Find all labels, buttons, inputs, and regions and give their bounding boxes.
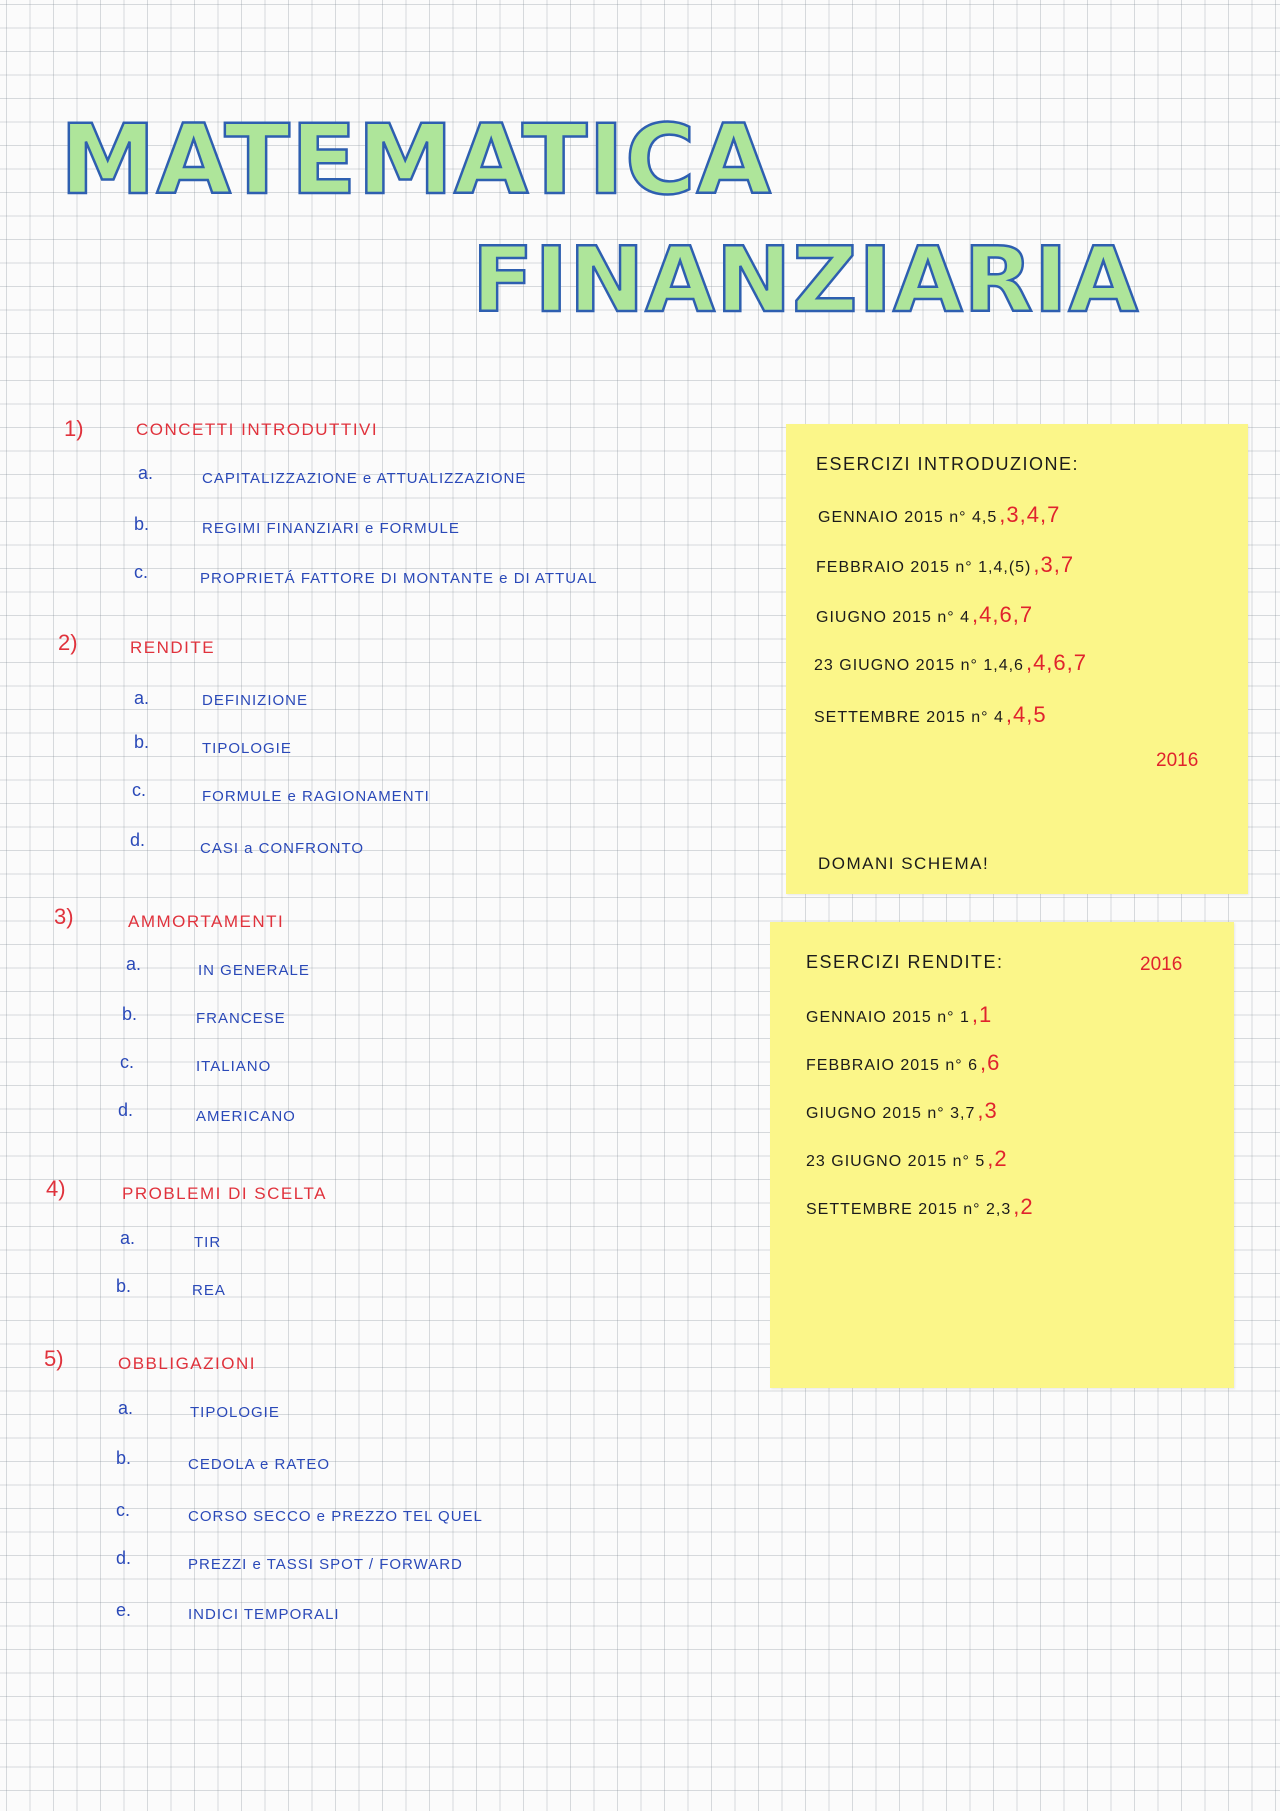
item-letter: b. (122, 1004, 138, 1024)
exercise-extra: ,4,5 (1005, 702, 1047, 727)
outline-item: FRANCESE (196, 1010, 286, 1027)
section-title: CONCETTI INTRODUTTIVI (136, 420, 379, 439)
section-title: RENDITE (130, 638, 216, 657)
item-letter: a. (126, 954, 142, 974)
note-exercise-line (814, 650, 1087, 676)
outline-item: INDICI TEMPORALI (188, 1606, 340, 1623)
exercise-base: FEBBRAIO 2015 n° 6 (806, 1057, 979, 1074)
item-letter: b. (134, 514, 150, 534)
exercise-extra: ,2 (1013, 1194, 1034, 1219)
page-title-line-1: MATEMATICA (60, 104, 772, 216)
item-letter: a. (134, 688, 150, 708)
note-exercise-line (816, 552, 1074, 578)
outline-item: CEDOLA e RATEO (188, 1456, 331, 1473)
exercise-base: GENNAIO 2015 n° 1 (806, 1009, 970, 1026)
item-letter: a. (118, 1398, 134, 1418)
outline-item: TIPOLOGIE (190, 1404, 280, 1421)
sticky-note-introduzione (786, 424, 1248, 894)
exercise-extra: ,6 (980, 1050, 1001, 1075)
note-exercise-line (806, 1194, 1034, 1220)
note-exercise-line (806, 1002, 992, 1028)
sticky-note-rendite (770, 922, 1234, 1388)
section-number: 2) (58, 630, 78, 655)
outline-item: REA (192, 1282, 226, 1299)
outline-item: FORMULE e RAGIONAMENTI (202, 788, 430, 805)
exercise-base: FEBBRAIO 2015 n° 1,4,(5) (816, 559, 1032, 576)
note-footer: DOMANI SCHEMA! (818, 854, 990, 873)
outline-item: ITALIANO (196, 1058, 272, 1075)
outline-item: CASI a CONFRONTO (200, 840, 365, 857)
section-title: OBBLIGAZIONI (118, 1354, 256, 1373)
exercise-extra: ,3 (977, 1098, 998, 1123)
section-number: 4) (46, 1176, 66, 1201)
exercise-base: GENNAIO 2015 n° 4,5 (818, 509, 998, 526)
item-letter: e. (116, 1600, 132, 1620)
note-exercise-line (806, 1050, 1000, 1076)
section-title: AMMORTAMENTI (128, 912, 285, 931)
item-letter: c. (132, 780, 147, 800)
outline-item: AMERICANO (196, 1108, 296, 1125)
section-number: 3) (54, 904, 74, 929)
exercise-extra: ,4,6,7 (972, 602, 1034, 627)
item-letter: b. (134, 732, 150, 752)
note-exercise-line (816, 602, 1033, 628)
exercise-base: GIUGNO 2015 n° 4 (816, 609, 971, 626)
exercise-extra: ,3,4,7 (999, 502, 1061, 527)
item-letter: b. (116, 1448, 132, 1468)
item-letter: a. (120, 1228, 136, 1248)
note-title: ESERCIZI INTRODUZIONE: (816, 454, 1080, 474)
note-exercise-line (818, 502, 1060, 528)
outline-item: DEFINIZIONE (202, 692, 309, 709)
exercise-base: 23 GIUGNO 2015 n° 5 (806, 1153, 986, 1170)
exercise-extra: ,1 (971, 1002, 993, 1027)
exercise-base: SETTEMBRE 2015 n° 4 (814, 709, 1004, 726)
note-year: 2016 (1140, 954, 1183, 975)
outline-item: TIR (194, 1234, 222, 1251)
outline-item: CORSO SECCO e PREZZO TEL QUEL (188, 1508, 483, 1525)
note-exercise-line (806, 1098, 998, 1124)
exercise-base: GIUGNO 2015 n° 3,7 (806, 1105, 976, 1122)
exercise-base: SETTEMBRE 2015 n° 2,3 (806, 1201, 1012, 1218)
item-letter: c. (120, 1052, 135, 1072)
note-exercise-line (814, 702, 1047, 728)
section-number: 1) (64, 416, 84, 441)
item-letter: c. (134, 562, 149, 582)
note-exercise-line (806, 1146, 1008, 1172)
item-letter: a. (138, 463, 154, 483)
section-number: 5) (44, 1346, 64, 1371)
outline-item: PROPRIETÁ FATTORE DI MONTANTE e DI ATTUAL (200, 570, 598, 587)
item-letter: b. (116, 1276, 132, 1296)
exercise-extra: ,4,6,7 (1025, 650, 1087, 675)
outline-item: CAPITALIZZAZIONE e ATTUALIZZAZIONE (202, 470, 527, 487)
item-letter: d. (116, 1548, 132, 1568)
item-letter: c. (116, 1500, 131, 1520)
note-title: ESERCIZI RENDITE: (806, 952, 1004, 972)
exercise-base: 23 GIUGNO 2015 n° 1,4,6 (814, 657, 1024, 674)
item-letter: d. (130, 830, 146, 850)
note-year: 2016 (1156, 750, 1199, 771)
outline-item: IN GENERALE (198, 962, 310, 979)
section-title: PROBLEMI DI SCELTA (122, 1184, 327, 1203)
outline-item: REGIMI FINANZIARI e FORMULE (202, 520, 460, 537)
page-title-line-2: FINANZIARIA (472, 228, 1140, 333)
item-letter: d. (118, 1100, 134, 1120)
exercise-extra: ,3,7 (1033, 552, 1075, 577)
exercise-extra: ,2 (987, 1146, 1008, 1171)
outline-item: TIPOLOGIE (202, 740, 292, 757)
outline-item: PREZZI e TASSI SPOT / FORWARD (188, 1556, 463, 1573)
